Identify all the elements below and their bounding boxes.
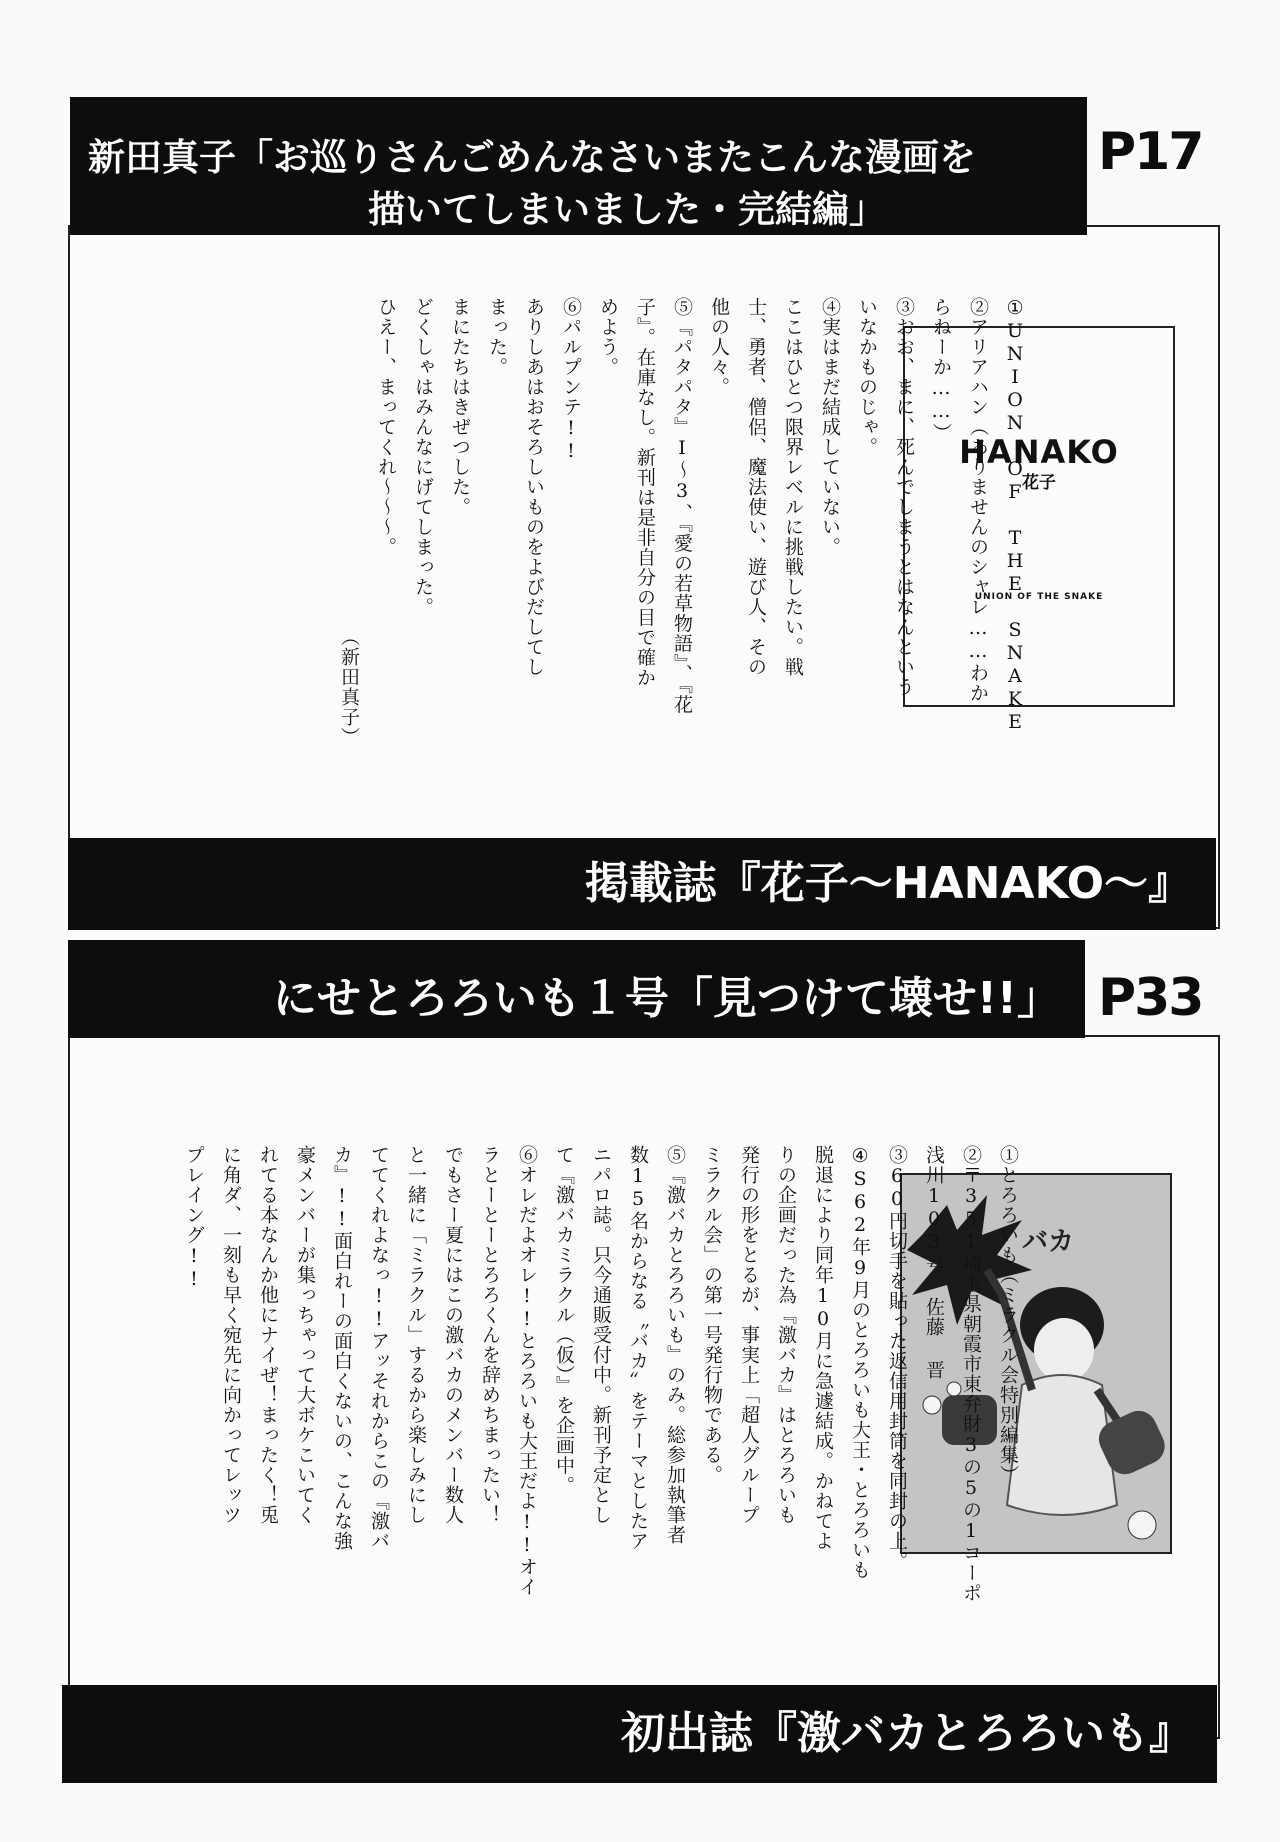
article1-line: どくしゃはみんなにげてしまった。 bbox=[412, 297, 434, 617]
article-1-page-number: P17 bbox=[1098, 122, 1203, 182]
article-1-header-line-2: 描いてしまいました・完結編」 bbox=[368, 188, 886, 231]
article2-line: 浅川103号 佐藤 晋 bbox=[923, 1145, 945, 1380]
article2-line: ててくれよなっ!!アッそれからこの『激バ bbox=[368, 1145, 390, 1551]
article2-line: ③60円切手を貼った返信用封筒を同封の上。 bbox=[886, 1145, 908, 1571]
hanako-cover-title-kanji: 花子 bbox=[1022, 473, 1056, 493]
article2-line: でもさー夏にはこの激バカのメンバー数人 bbox=[442, 1145, 464, 1525]
article2-line: て『激バカミラクル（仮）』を企画中。 bbox=[553, 1145, 575, 1496]
article2-line: ②〒351埼玉県朝霞市東弁財3の5の1コーポ bbox=[960, 1145, 982, 1603]
article1-line: めよう。 bbox=[597, 297, 619, 377]
article-2-header-title: にせとろろいも１号「見つけて壊せ!!」 bbox=[272, 973, 1061, 1024]
article2-line: ニパロ誌。只今通販受付中。新刊予定とし bbox=[590, 1145, 612, 1525]
article-1-header-line-1: 新田真子「お巡りさんごめんなさいまたこんな漫画を bbox=[88, 136, 976, 179]
article2-line: 豪メンバーが集っちゃって大ボケこいてく bbox=[294, 1145, 316, 1525]
hanako-cover-subtitle: UNION OF THE SNAKE bbox=[974, 592, 1104, 602]
article1-line: ⑥パルプンテ!! bbox=[560, 297, 582, 463]
article2-line: プレイング!! bbox=[183, 1145, 205, 1291]
signature: （新田真子） bbox=[338, 627, 360, 747]
article1-line: まにたちはきぜつした。 bbox=[449, 297, 471, 517]
article-2-header bbox=[68, 940, 1085, 1038]
article1-line: ひえー、まってくれ～～～。 bbox=[375, 297, 397, 557]
article1-line: ②アリアハン（ありませんのシャレ……わか bbox=[967, 297, 989, 703]
article-1-header bbox=[70, 97, 1087, 235]
article2-line: 発行の形をとるが、事実上「超人グループ bbox=[738, 1145, 760, 1525]
article2-line: ミラクル会」の第一号発行物である。 bbox=[701, 1145, 723, 1485]
article-2 bbox=[0, 940, 1280, 1842]
article-2-body bbox=[175, 1145, 1026, 1645]
svg-text:バカ: バカ bbox=[1022, 1227, 1075, 1257]
article1-line: ここはひとつ限界レベルに挑戦したい。戦 bbox=[782, 297, 804, 677]
article2-line: ①とろろいも（ミラクル会特別編集） bbox=[997, 1145, 1019, 1485]
article-1-body bbox=[330, 297, 1033, 797]
article2-line: 脱退により同年10月に急遽結成。かねてよ bbox=[812, 1145, 834, 1551]
article1-line: いなかものじゃ。 bbox=[856, 297, 878, 457]
article1-line: 他の人々。 bbox=[708, 297, 730, 397]
article1-line: ③おお、まに、死んでしまうとはなんという bbox=[893, 297, 915, 697]
article1-line: ありしあはおそろしいものをよびだしてし bbox=[523, 297, 545, 677]
article1-line: 子』。在庫なし。新刊は是非自分の目で確か bbox=[634, 297, 656, 688]
article2-line: と一緒に「ミラクル」するから楽しみにし bbox=[405, 1145, 427, 1525]
article2-line: ⑤『激バカとろろいも』のみ。総参加執筆者 bbox=[664, 1145, 686, 1545]
article1-line: 士、勇者、僧侶、魔法使い、遊び人、その bbox=[745, 297, 767, 677]
article2-line: 数15名からなる〝バカ〟をテーマとしたア bbox=[627, 1145, 649, 1551]
article1-line: まった。 bbox=[486, 297, 508, 377]
article2-line: ラとーとーとろろくんを辞めちまったい！ bbox=[479, 1145, 501, 1525]
article1-line: ④実はまだ結成していない。 bbox=[819, 297, 841, 557]
article2-line: に角ダ、一刻も早く宛先に向かってレッツ bbox=[220, 1145, 242, 1525]
article-2-footer: 初出誌『激バカとろろいも』 bbox=[62, 1685, 1217, 1783]
article2-line: カ』!!面白れーの面白くないの、こんな強 bbox=[331, 1145, 353, 1551]
article-1-footer: 掲載誌『花子～HANAKO～』 bbox=[68, 838, 1216, 930]
article-2-page-number: P33 bbox=[1098, 968, 1203, 1028]
hanako-cover-title: HANAKO bbox=[959, 433, 1119, 471]
article2-line: ⑥オレだよオレ!!とろろいも大王だよ!!オイ bbox=[516, 1145, 538, 1597]
article1-line: ⑤『パタパタ』Ⅰ～3、『愛の若草物語』、『花 bbox=[671, 297, 693, 715]
article2-line: れてる本なんか他にナイぜ！まったく！兎 bbox=[257, 1145, 279, 1525]
article2-line: りの企画だった為『激バカ』はとろろいも bbox=[775, 1145, 797, 1525]
article2-line: ④S62年9月のとろろいも大王・とろろいも bbox=[849, 1145, 871, 1580]
article1-line: ①UNION OF THE SNAKE bbox=[1004, 297, 1026, 734]
article1-line: らねーか……） bbox=[930, 297, 952, 443]
